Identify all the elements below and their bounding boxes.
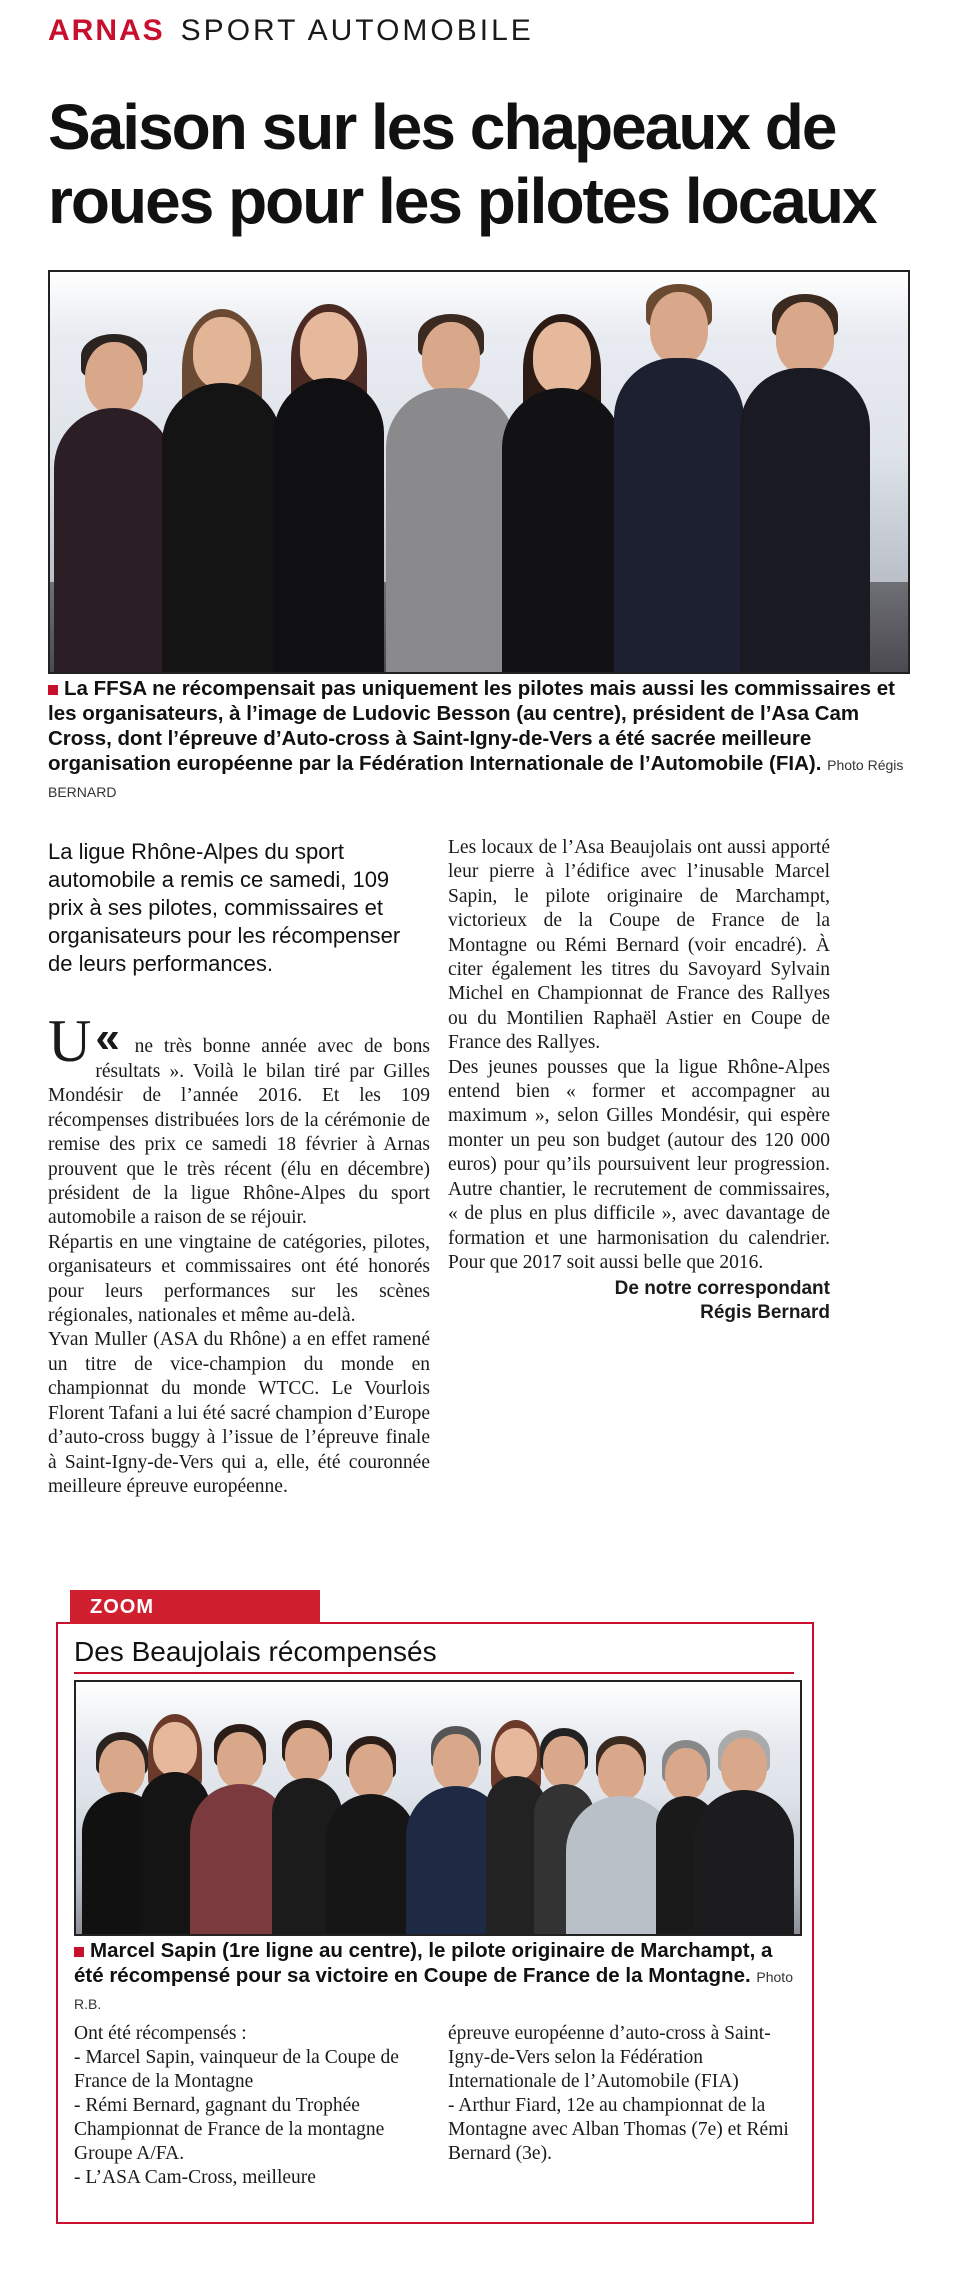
article-headline: Saison sur les chapeaux de roues pour les pilotes locaux — [48, 91, 876, 237]
body-paragraph — [48, 1008, 431, 1231]
photo-credit: Photo Régis BERNARD — [48, 757, 904, 800]
byline-role: De notre correspondant — [614, 1278, 830, 1300]
person-silhouette — [162, 317, 282, 674]
dropcap: U — [48, 1008, 92, 1074]
body-paragraph: Des jeunes pousses que la ligue Rhône-Alpes entend bien « former et accompagner au maximum », selon Gilles Mondésir, qui espère monter un peu son budget (autour des 120 000 euros) pour qu’ils poursuivent leur progression. Autre chantier, le recrutement de commissaires, « de plus en plus difficile », avec davantage de formation et une harmonisation du calendrier. Pour que 2017 soit aussi belle que 2016. — [448, 1056, 830, 1273]
body-paragraph: Les locaux de l’Asa Beaujolais ont aussi apporté leur pierre à l’édifice avec l’inusable Marcel Sapin, le pilote originaire de Marchampt, victorieux de la Coupe de France de la Montagne ou Rémi Bernard (voir encadré). À citer également les titres du Savoyard Sylvain Michel en Championnat de France des Rallyes ou du Montilien Raphaël Astier en Coupe de France des Rallyes. — [448, 837, 830, 1054]
article-lead: La ligue Rhône-Alpes du sport automobile a remis ce samedi, 109 prix à ses pilotes, commissaires et organisateurs pour les récompenser de leurs performances. — [48, 839, 401, 976]
awards-list-item: - Rémi Bernard, gagnant du Trophée Championnat de France de la montagne Groupe A/FA. — [74, 2095, 385, 2164]
caption-marker — [48, 685, 58, 695]
awards-list-item: - Marcel Sapin, vainqueur de la Coupe de France de la Montagne — [74, 2047, 399, 2092]
body-column-2 — [448, 836, 830, 1325]
zoom-title: Des Beaujolais récompensés — [74, 1636, 437, 1667]
person-silhouette — [274, 312, 384, 674]
location-kicker: ARNAS — [48, 14, 165, 47]
body-column-1 — [48, 1008, 431, 1499]
zoom-tag: ZOOM — [70, 1590, 320, 1624]
section-header — [48, 14, 534, 64]
body-paragraph: Yvan Muller (ASA du Rhône) a en effet ramené un titre de vice-champion du monde en championnat du monde WTCC. Le Vourlois Florent Tafani a lui été sacré champion d’Europe d’auto-cross buggy à l’issue de l’épreuve finale à Saint-Igny-de-Vers qui a, elle, été couronnée meilleure épreuve européenne. — [48, 1329, 430, 1497]
quote-mark: « — [95, 1013, 120, 1062]
zoom-photo-credit: Photo R.B. — [74, 1969, 793, 2012]
awards-list-item: - L’ASA Cam-Cross, meilleure — [74, 2167, 316, 2188]
zoom-caption — [74, 1938, 804, 2017]
zoom-caption-text: Marcel Sapin (1re ligne au centre), le pilote originaire de Marchampt, a été récompensé pour sa victoire en Coupe de France de la Montagne. — [74, 1939, 773, 1987]
award-photo-main — [48, 270, 910, 674]
byline — [448, 1277, 830, 1325]
person-silhouette — [502, 322, 622, 674]
paragraph-text: ne très bonne année avec de bons résultats ». Voilà le bilan tiré par Gilles Mondésir de l’année 2016. Et les 109 récompenses distribuées lors de la cérémonie de remise des prix ce samedi 18 février à Arnas prouvent que le très récent (élu en décembre) président de la ligue Rhône-Alpes du sport automobile a raison de se réjouir. — [48, 1036, 431, 1229]
caption-text: La FFSA ne récompensait pas uniquement les pilotes mais aussi les commissaires et les organisateurs, à l’image de Ludovic Besson (au centre), président de l’Asa Cam Cross, dont l’épreuve d’Auto-cross à Saint-Igny-de-Vers a été sacrée meilleure organisation européenne par la Fédération Internationale de l’Automobile (FIA). — [48, 677, 895, 775]
person-silhouette — [386, 322, 516, 674]
person-silhouette — [326, 1744, 416, 1936]
person-silhouette — [54, 342, 174, 674]
person-silhouette — [740, 302, 870, 674]
awards-list-col-2 — [448, 2022, 798, 2166]
photo-caption — [48, 676, 906, 805]
section-kicker: SPORT AUTOMOBILE — [180, 14, 534, 47]
person-silhouette — [694, 1738, 794, 1936]
award-photo-zoom — [74, 1680, 802, 1936]
caption-marker — [74, 1947, 84, 1957]
body-paragraph: Répartis en une vingtaine de catégories, pilotes, organisateurs et commissaires ont été honorés pour leurs performances sur les scènes régionales, nationales et même au-delà. — [48, 1231, 430, 1327]
awards-list-intro: Ont été récompensés : — [74, 2023, 247, 2044]
byline-author: Régis Bernard — [700, 1302, 830, 1324]
awards-list-item: - Arthur Fiard, 12e au championnat de la Montagne avec Alban Thomas (7e) et Rémi Bernard (3e). — [448, 2095, 789, 2164]
zoom-divider — [74, 1672, 794, 1674]
awards-list-item: épreuve européenne d’auto-cross à Saint-Igny-de-Vers selon la Fédération Internationale de l’Automobile (FIA) — [448, 2023, 771, 2092]
awards-list-col-1 — [74, 2022, 424, 2190]
person-silhouette — [614, 292, 744, 674]
